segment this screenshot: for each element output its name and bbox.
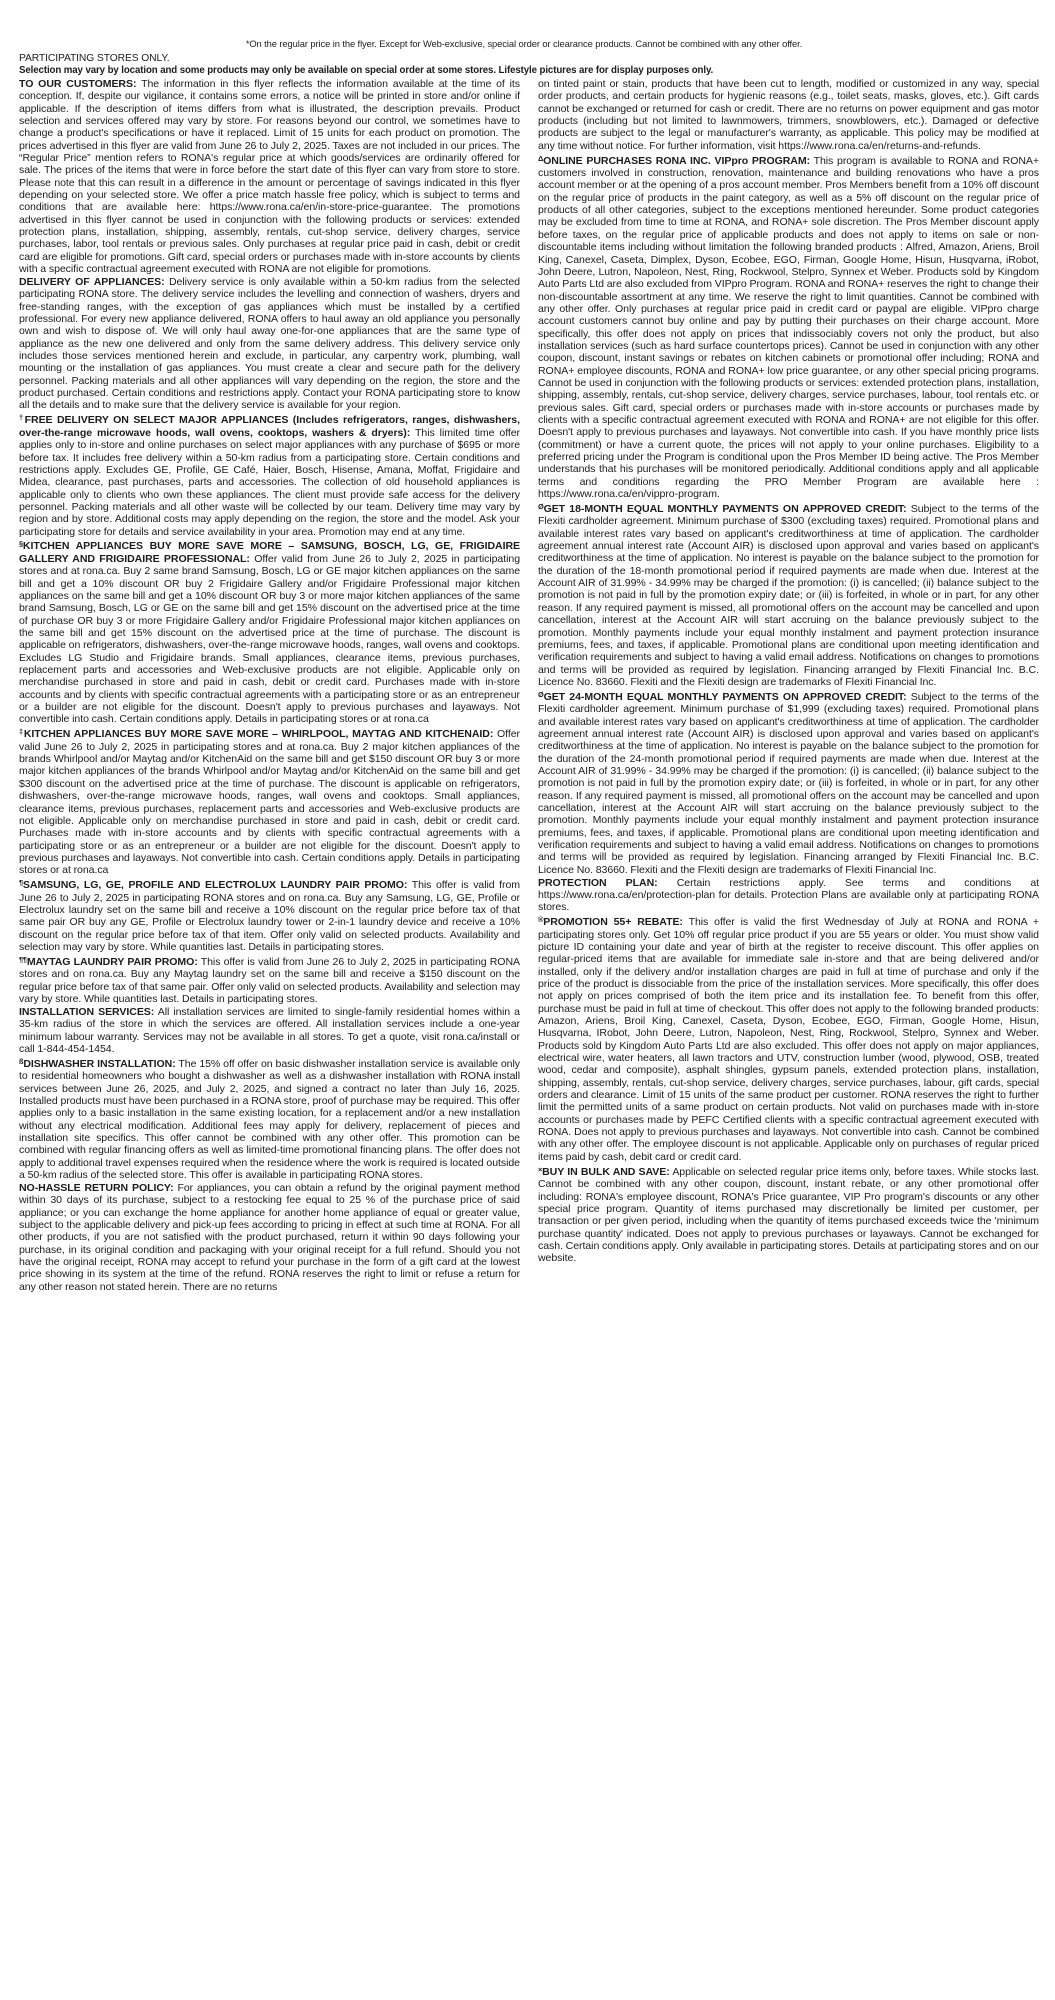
section-body: Subject to the terms of the Flexiti cardholder agreement. Minimum purchase of $300 (excluding taxes) required. Promotional plans and available interest rates vary based on applicant's creditworthiness at time of application. The cardholder agreement annual interest rate (Account AIR) is disclosed upon approval and varies based on applicant's creditworthiness at the time of application. No interest is payable on the balance subject to the promotion for the duration of the 18-month promotional period if required payments are made when due. Interest at the Account AIR of 31.99% - 34.99% may be charged if the promotion: (i) is cancelled; (ii) balance subject to the promotion is not paid in full by the promotion expiry date; or (iii) is forfeited, in whole or in part, for any other reason. If any required payment is missed, all promotional offers on the account may be cancelled and upon cancellation, interest at the Account AIR will start accruing on the balance previously subject to the promotion. Monthly payments include your equal monthly instalment and payment protection insurance premiums, fees, and taxes, if applicable. Promotional plans are conditional upon meeting identification and verification requirements and subject to having a valid email address. Notifications on changes to promotions and terms will be provided as required by legislation. Financing arranged by Flexiti Financial Inc. B.C. Licence No. 83660. Flexiti and the Flexiti design are trademarks of Flexiti Financial Inc. bbox=[538, 503, 1039, 688]
section-body: Applicable on selected regular price items only, before taxes. While stocks last. Cannot be combined with any other coupon, discount, instant rebate, or any other promotional offer including: RONA's employee discount, RONA's Price guarantee, VIP Pro program's discounts or any other special price program. Quantity of items purchased may discretionally be limited per customer, per transaction or per given period, including when the quantity of items purchased exceeds twice the 'minimum purchase quantity' indicated. Does not apply to previous purchases or layaways. Cannot be exchanged for cash. Certain conditions apply. Only available in participating stores. Details at participating stores and on our website. bbox=[538, 1165, 1039, 1265]
section-body: Offer valid June 26 to July 2, 2025 in participating stores and at rona.ca. Buy 2 major kitchen appliances of the brands Whirlpool and/or Maytag and/or KitchenAid on the same bill and get $150 discount OR buy 3 or more major kitchen appliances of the brands Whirlpool and/or Maytag and/or KitchenAid on the same bill and get $300 discount on the advertised price at the time of purchase. The discount is applicable on refrigerators, dishwashers, over-the-range microwave hoods, ranges, wall ovens and cooktops. Small appliances, clearance items, previous purchases, replacement parts and accessories and Web-exclusive products are not eligible. Applicable only on merchandise purchased in store and paid in cash, debit or credit card. Purchases made with in-store accounts and by clients with specific contractual agreements with a participating store or as an entrepreneur or a builder are not eligible for the discount. Doesn't apply to previous purchases and layaways. Not convertible into cash. Certain conditions apply. Details in participating stores or at rona.ca bbox=[19, 728, 520, 877]
section-heading: DELIVERY OF APPLIANCES: bbox=[19, 276, 165, 288]
terms-paragraph bbox=[19, 538, 520, 725]
section-heading: FREE DELIVERY ON SELECT MAJOR APPLIANCES (Includes refrigerators, ranges, dishwashers, over-the-range microwave hoods, wall ovens, cooktops, washers & dryers): bbox=[19, 414, 520, 439]
section-body: All installation services are limited to single-family residential homes within a 35-km radius of the store in which the services are offered. All installation services include a one-year minimum labour warranty. Services may not be available in all stores. To get a quote, visit rona.ca/install or call 1-844-454-1454. bbox=[19, 1005, 520, 1055]
participating-stores-line: PARTICIPATING STORES ONLY. bbox=[19, 53, 170, 64]
section-body: This program is available to RONA and RONA+ customers involved in construction, renovation, maintenance and building renovations who have a pros account member or at the opening of a pros account member. Pros Members benefit from a 10% off discount on the regular price of products in the paint category, as well as a 5% off discount on the regular price of products of all other categories, subject to the exceptions mentioned hereunder. Some product categories may be excluded from time to time at RONA, and RONA+ sole discretion. The Pros Member discount apply before taxes, on the regular price of applicable products and does not apply to items on sale or non-discountable items including without limitation the following branded products : Alfred, Amazon, Ariens, Broil King, Canexel, Caseta, Dimplex, Dyson, Ecobee, EGO, Firman, Google Home, Hisun, Husqvarna, iRobot, John Deere, Lutron, Napoleon, Nest, Ring, Rockwool, Stelpro, Synnex et Weber. Products sold by Kingdom Auto Parts Ltd are also excluded from VIPpro Program. RONA and RONA+ reserves the right to change their non-discountable assortment at any time. We reserve the right to limit quantities. Cannot be combined with any other offer. Only purchases at regular price paid in credit card or paypal are eligible. VIPpro charge account customers cannot buy online and pay by putting their purchases on their charge account. More specifically, this offer does not apply on prices that indissociably covers not only the product, but also installation services (such as hard surface countertops prices). Cannot be used in conjunction with any other coupon, discount, instant savings or rebates on kitchen cabinets or promotional offer including; RONA and RONA+ employee discounts, RONA and RONA+ low price guarantee, or any other special pricing programs. Cannot be used in conjunction with the following products or services: extended protection plans, installation, shipping, assembly, rentals, cut-shop service, delivery charges, service purchases, labour, tool rentals etc. or previous sales. Gift card, special orders or purchases made with in-store accounts or purchases made by clients with a specific contractual agreement executed with RONA and RONA+ are not eligible for this offer. Doesn't apply to previous purchases and layaways. Not convertible into cash. If you have monthly price lists (commitment) or have a current quote, the prices will not apply to your online purchases. Eligibility to a preferred pricing under the Program is conditional upon the Pros Member ID being active. The Pros Member understands that his purchases will be monitored periodically. Additional conditions apply and all applicable terms and conditions regarding the PRO Member Program are available here : https://www.rona.ca/en/vippro-program. bbox=[538, 154, 1039, 501]
section-body: Offer valid from June 26 to July 2, 2025 in participating stores and at rona.ca. Buy 2 same brand Samsung, Bosch, LG or GE major kitchen appliances on the same bill and get a 10% discount OR buy 2 Frigidaire Gallery and/or Frigidaire Professional major kitchen appliances on the same bill and get a 10% discount OR buy 3 or more major kitchen appliances of the same brand Samsung, Bosch, LG or GE on the same bill and get 15% discount on the advertised price at the time of purchase OR buy 3 or more Frigidaire Gallery and/or Frigidaire Professional major kitchen appliances on the same bill and get 15% discount on the advertised price at the time of purchase. The discount is applicable on refrigerators, dishwashers, over-the-range microwave hoods, ranges, wall ovens and cooktops. Excludes LG Studio and Frigidaire brands. Small appliances, clearance items, previous purchases, replacement parts and accessories and Web-exclusive products are not eligible. Applicable only on merchandise purchased in store and paid in cash, debit or credit card. Purchases made with in-store accounts and by clients with specific contractual agreements with a participating store or as an entrepreneur or a builder are not eligible for the discount. Doesn't apply to previous purchases and layaways. Not convertible into cash. Certain conditions apply. Details in participating stores or at rona.ca bbox=[19, 552, 521, 726]
left-column bbox=[19, 78, 520, 1293]
terms-paragraph bbox=[19, 276, 520, 412]
section-marker: ‡ bbox=[19, 727, 24, 737]
section-marker: Ø bbox=[538, 501, 544, 511]
section-marker: ¶ bbox=[19, 878, 23, 888]
section-body: Delivery service is only available within a 50-km radius from the selected participating RONA store. The delivery service includes the levelling and connection of washers, dryers and free-standing ranges, with the exception of gas appliances which must be installed by a certified professional. For every new appliance delivered, RONA offers to haul away an old appliance you personally own and wish to dispose of. We will only haul away one-for-one appliances that are the same type of appliance as the new one delivered and only from the same delivery address. This delivery service only includes those services mentioned herein and exclude, in particular, any carpentry work, plumbing, wall mounting or the installation of gas appliances. You must create a clear and secure path for the delivery personnel. Packing materials and all other appliances will vary depending on the region, the store and the product purchased. Certain conditions and restrictions apply. Contact your RONA participating store to know all the details and to make sure that the delivery service is available for your region. bbox=[19, 276, 520, 412]
terms-paragraph bbox=[538, 1164, 1039, 1265]
section-body: on tinted paint or stain, products that have been cut to length, modified or customized in any way, special order products, and certain products for hygienic reasons (e.g., toilet seats, masks, gloves, etc.). Gift cards cannot be exchanged or returned for cash or credit. There are no returns on power equipment and gas motor products (including but not limited to lawnmowers, trimmers, snowblowers, etc.). Damaged or defective products are subject to the legal or manufacturer's warranty, as applicable. This policy may be modified at any time without notice. For further information, visit https://www.rona.ca/en/returns-and-refunds. bbox=[538, 78, 1039, 152]
terms-paragraph bbox=[538, 153, 1039, 501]
section-marker: × bbox=[538, 1164, 543, 1174]
terms-paragraph bbox=[19, 1182, 520, 1293]
terms-columns bbox=[19, 78, 1040, 1293]
section-body: For appliances, you can obtain a refund by the original payment method within 30 days of its purchase, subject to a restocking fee equal to 25 % of the purchase price of said appliance; or you can exchange the home appliance for another home appliance of equal or greater value, subject to the applicable delivery and pick-up fees according to pricing in effect at such time at RONA. For all other products, if you are not satisfied with the product purchased, return it within 90 days following your purchase, in its original condition and packaging with your original receipt for a full refund. Should you not have the original receipt, RONA may accept to refund your purchase in the form of a gift card at the lowest price showing in its system at the time of the refund. RONA reserves the right to limit or refuse a return for any other reason not stated herein. There are no returns bbox=[19, 1181, 520, 1293]
section-marker: † bbox=[19, 413, 25, 423]
section-body: Subject to the terms of the Flexiti cardholder agreement. Minimum purchase of $1,999 (excluding taxes) required. Promotional plans and available interest rates vary based on applicant's creditworthiness at time of application. The cardholder agreement annual interest rate (Account AIR) is disclosed upon approval and varies based on applicant's creditworthiness at the time of application. No interest is payable on the balance subject to the promotion for the duration of the 24-month promotional period if required payments are made when due. Interest at the Account AIR of 31.99% - 34.99% may be charged if the promotion: (i) is cancelled; (ii) balance subject to the promotion is not paid in full by the promotion expiry date; or (iii) is forfeited, in whole or in part, for any other reason. If any required payment is missed, all promotional offers on the account may be cancelled and upon cancellation, interest at the Account AIR will start accruing on the balance previously subject to the promotion. Monthly payments include your equal monthly instalment and payment protection insurance premiums, fees, and taxes, if applicable. Promotional plans are conditional upon meeting identification and verification requirements and subject to having a valid email address. Notifications on changes to promotions and terms will be provided as required by legislation. Financing arranged by Flexiti Financial Inc. B.C. Licence No. 83660. Flexiti and the Flexiti design are trademarks of Flexiti Financial Inc. bbox=[538, 690, 1039, 876]
right-column bbox=[538, 78, 1039, 1293]
section-heading: TO OUR CUSTOMERS: bbox=[19, 78, 137, 90]
terms-paragraph bbox=[538, 78, 1039, 152]
section-body: This offer is valid from June 26 to July 2, 2025 in participating RONA stores and on rona.ca. Buy any Samsung, LG, GE, Profile or Electrolux laundry set on the same bill and receive a 10% discount on the regular price before tax of that same pair OR buy any GE, Profile or Electrolux laundry tower or 2-in-1 laundry device and receive a 10% discount on the regular price before tax of that item. Offer only valid on selected products. Availability and selection may vary by store. While quantities last. Details in participating stores. bbox=[19, 879, 520, 953]
section-body: This offer is valid the first Wednesday of July at RONA and RONA + participating stores only. Get 10% off regular price product if you are 55 years or older. You must show valid picture ID containing your date and year of birth at the register to receive discount. This offer applies on regular-priced items that are available for immediate sale in-store and that are being delivered and/or installed, only if the delivery and/or installation charges are paid in full at time of purchase and only if the price of the product is dissociable from the price of the installation services. More specifically, this offer does not apply on prices comprised of both the item price and its installation fee. To benefit from this offer, purchase must be paid in full at time of checkout. This offer does not apply to the following branded products: Amazon, Ariens, Broil King, Canexel, Caseta, Dyson, Ecobee, EGO, Firman, Google Home, Hisun, Husqvarna, IRobot, John Deere, Lutron, Napoleon, Nest, Ring, Rockwool, Stelpro, Synnex and Weber. Products sold by Kingdom Auto Parts Ltd are also excluded. This offer does not apply on major appliances, electrical wire, water heaters, all lawn tractors and UTV, construction lumber (wood, plywood, OSB, treated wood, cedar and composite), asphalt shingles, gypsum panels, extended protection plans, installation, shipping, assembly, rentals, cut-shop service, delivery charges, service purchases, labour, gift cards, special orders and clearance. Limit of 15 units of the same product per customer. RONA reserves the right to further limit the permitted units of a same product on certain products. Not valid on purchases made with in-store accounts or purchases made by PEFC Certified clients with a specific contractual agreement executed with RONA. Does not apply to previous purchases and layaways. Not convertible into cash. Cannot be combined with any other offer. The employee discount is not applicable. Applicable only on purchases of regular priced items paid by cash, debit card or credit card. bbox=[538, 916, 1039, 1163]
terms-paragraph bbox=[19, 954, 520, 1006]
terms-paragraph bbox=[19, 726, 520, 876]
terms-paragraph bbox=[19, 877, 520, 953]
asterisk-note: *On the regular price in the flyer. Except for Web-exclusive, special order or clearance products. Cannot be combined with any other offer. bbox=[245, 38, 803, 49]
section-heading: ONLINE PURCHASES RONA INC. VIPpro PROGRAM: bbox=[543, 154, 811, 167]
section-heading: NO-HASSLE RETURN POLICY: bbox=[19, 1181, 174, 1194]
selection-note-line: Selection may vary by location and some products may only be available on special order at some stores. Lifestyle pictures are for display purposes only. bbox=[19, 65, 714, 77]
terms-paragraph bbox=[19, 1006, 520, 1055]
section-body: This limited time offer applies only to in-store and online purchases on select major appliances with any purchase of $695 or more before tax. It includes free delivery within a 50-km radius from a participating store. Certain conditions and restrictions apply. Excludes GE, Profile, GE Café, Haier, Bosch, Hisense, Amana, Moffat, Frigidaire and Midea, clearance, past purchases, parts and accessories. The collection of old household appliances is applicable only to clients who own these appliances. The client must provide safe access for the delivery personnel. Packing materials and all other waste will be collected by our team. Delivery time may vary by region and by store. Additional costs may apply depending on the region, the store and the model. Ask your participating store for details and service availability in your area. Promotion may end at any time. bbox=[19, 426, 520, 538]
section-marker: ® bbox=[538, 915, 544, 925]
terms-paragraph bbox=[19, 1056, 520, 1182]
section-heading: BUY IN BULK AND SAVE: bbox=[542, 1165, 670, 1178]
section-heading: GET 24-MONTH EQUAL MONTHLY PAYMENTS ON APPROVED CREDIT: bbox=[543, 690, 907, 703]
terms-paragraph bbox=[19, 78, 520, 276]
section-heading: SAMSUNG, LG, GE, PROFILE AND ELECTROLUX LAUNDRY PAIR PROMO: bbox=[22, 879, 408, 892]
section-body: The 15% off offer on basic dishwasher installation service is available only to residential homeowners who bought a dishwasher as well as a dishwasher installation with RONA install services between June 26, 2025, and July 2, 2025, and signed a contract no later than July 16, 2025. Installed products must have been purchased in a RONA store, proof of purchase may be required. This offer applies only to a basic installation in the same existing location, for a replacement and/or a new installation without any electrical modification. Additional fees may apply for delivery, replacement of pieces and installation site specifics. This offer cannot be combined with any other offer. This promotion can be combined with regular financing offers as well as limited-time promotional financing plans. The offer does not apply to additional travel expenses required when the residence where the work is required is located outside a 50-km radius of the selected store. This offer is available in participating RONA stores. bbox=[19, 1057, 520, 1182]
section-heading: PROMOTION 55+ REBATE: bbox=[543, 916, 683, 929]
section-heading: MAYTAG LAUNDRY PAIR PROMO: bbox=[26, 956, 198, 968]
section-body: Certain restrictions apply. See terms and conditions at https://www.rona.ca/en/protection-plan for details. Protection Plans are available only at participating RONA stores. bbox=[538, 876, 1039, 914]
section-body: This offer is valid from June 26 to July 2, 2025 in participating RONA stores and on rona.ca. Buy any Maytag laundry set on the same bill and receive a $150 discount on the regular price before tax of that same pair. Offer only valid on selected products. Availability and selection may vary by store. While quantities last. Details in participating stores. bbox=[19, 956, 520, 1006]
section-marker: § bbox=[19, 539, 23, 549]
side-code-area bbox=[0, 1660, 26, 2000]
section-heading: DISHWASHER INSTALLATION: bbox=[23, 1057, 176, 1070]
terms-paragraph bbox=[538, 877, 1039, 914]
terms-paragraph bbox=[538, 689, 1039, 876]
section-marker: Δ bbox=[538, 153, 544, 163]
section-heading: PROTECTION PLAN: bbox=[538, 876, 658, 889]
section-marker: ß bbox=[19, 1056, 24, 1066]
terms-paragraph bbox=[538, 501, 1039, 688]
section-heading: GET 18-MONTH EQUAL MONTHLY PAYMENTS ON APPROVED CREDIT: bbox=[543, 503, 907, 516]
section-body: The information in this flyer reflects the information available at the time of its conception. If, despite our vigilance, it contains some errors, a notice will be printed in store and/or online if applicable. If the description of items differs from what is illustrated, the description prevails. Product selection and services offered may vary by store. For reasons beyond our control, we sometimes have to change a product's specifications or have it replaced. Limit of 15 units for each product on promotion. The prices advertised in this flyer are valid from June 26 to July 2, 2025. Taxes are not included in our prices. The “Regular Price” mention refers to RONA's regular price at which goods/services are ordinarily offered for sale. The prices of the items that were in force before the start date of this flyer can vary from store to store. Please note that this can result in a difference in the amount or percentage of savings indicated in this flyer depending on your selected store. We offer a price match hassle free policy, which is subject to terms and conditions that are available here: https://www.rona.ca/en/in-store-price-guarantee. The promotions advertised in this flyer cannot be used in conjunction with the following products or services: extended protection plans, installation, shipping, assembly, rentals, cut-shop service, delivery charges, service purchases, labor, tool rentals or previous sales. Only purchases at regular price paid in cash, debit or credit card are eligible for promotions. Gift card, special orders or purchases made with in-store accounts by clients with a specific contractual agreement executed with RONA are not eligible for promotions. bbox=[19, 78, 520, 276]
terms-paragraph bbox=[19, 412, 520, 538]
terms-paragraph bbox=[538, 914, 1039, 1163]
section-heading: KITCHEN APPLIANCES BUY MORE SAVE MORE – WHIRLPOOL, MAYTAG AND KITCHENAID: bbox=[23, 728, 494, 741]
section-marker: Ø bbox=[538, 689, 544, 699]
preamble bbox=[19, 53, 1039, 78]
section-marker: ¶¶ bbox=[19, 954, 27, 964]
section-heading: INSTALLATION SERVICES: bbox=[19, 1005, 155, 1018]
section-heading: KITCHEN APPLIANCES BUY MORE SAVE MORE – SAMSUNG, BOSCH, LG, GE, FRIGIDAIRE GALLERY AND FRIGIDAIRE PROFESSIONAL: bbox=[19, 540, 520, 565]
